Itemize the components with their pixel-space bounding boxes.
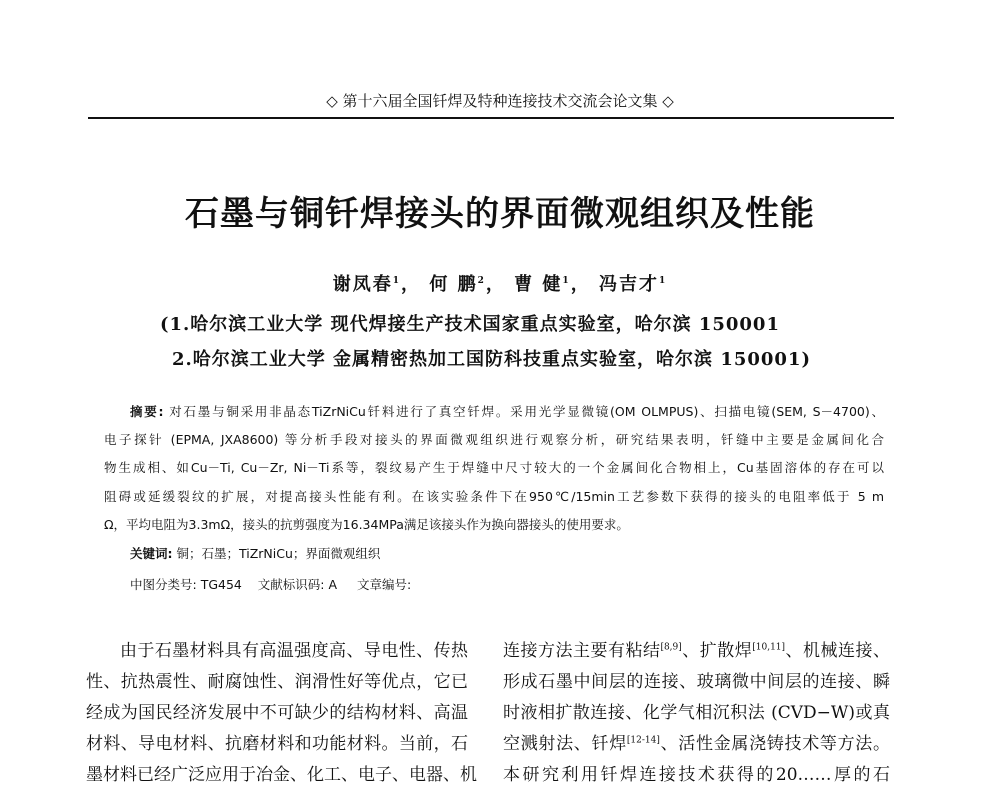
affiliation-2: 2.哈尔滨工业大学 金属精密热加工国防科技重点实验室，哈尔滨 150001) [172, 349, 811, 370]
proceedings-header: ◇ 第十六届全国钎焊及特种连接技术交流会论文集 ◇ [326, 92, 674, 110]
body-right-line: 形成石墨中间层的连接、玻璃微中间层的连接、瞬 [503, 672, 890, 692]
author: 谢凤春 [332, 274, 393, 295]
abstract-label: 摘要: [130, 404, 164, 419]
body-right-line: 连接方法主要有粘结[8,9]、扩散焊[10,11]、机械连接、 [503, 641, 891, 661]
keywords-label: 关键词: [130, 546, 173, 561]
citation: [8,9] [660, 642, 682, 653]
body-left-line: 墨材料已经广泛应用于冶金、化工、电子、电器、机 [86, 765, 477, 785]
header-rule [88, 117, 894, 119]
abstract-line: 摘要: 对石墨与铜采用非晶态TiZrNiCu钎料进行了真空钎焊。采用光学显微镜(OM OLMPUS)、扫描电镜(SEM, S－4700)、 [130, 404, 885, 419]
author-affil-mark: 1 [392, 276, 402, 286]
body-right-line: 空溅射法、钎焊[12-14]、活性金属浇铸技术等方法。 [503, 734, 891, 754]
author-affil-mark: 1 [658, 276, 668, 286]
author-affil-mark: 2 [477, 276, 486, 286]
body-left-line: 由于石墨材料具有高温强度高、导电性、传热 [120, 641, 468, 661]
author-list: 谢凤春$^1$， 何 鹏$^2$， 曹 健$^1$， 冯吉才$^1$ [332, 274, 668, 295]
body-left-line: 材料、导电材料、抗磨材料和功能材料。当前，石 [86, 734, 468, 754]
citation: [10,11] [752, 642, 786, 653]
body-right-line: 时液相扩散连接、化学气相沉积法 (CVD−W)或真 [503, 703, 890, 723]
body-left-line: 经成为国民经济发展中不可缺少的结构材料、高温 [86, 703, 468, 723]
author-affil-mark: 1 [562, 276, 571, 286]
author: 何 鹏 [429, 274, 478, 295]
keywords [130, 544, 910, 562]
body-left-line: 性、抗热震性、耐腐蚀性、润滑性好等优点，它已 [86, 672, 468, 692]
keywords-text: 铜；石墨；TiZrNiCu；界面微观组织 [176, 546, 381, 561]
citation: [12-14] [626, 735, 660, 746]
abstract-line: Ω，平均电阻为3.3mΩ，接头的抗剪强度为16.34MPa满足该接头作为换向器接头的使用要求。 [104, 517, 629, 532]
classification-line: 中图分类号: TG454 文献标识码: A 文章编号: [130, 577, 412, 592]
body-right-line: 本研究利用钎焊连接技术获得的20……厚的石 [503, 765, 890, 785]
affiliation-1: (1.哈尔滨工业大学 现代焊接生产技术国家重点实验室，哈尔滨 150001 [160, 314, 780, 335]
author: 曹 健 [514, 274, 563, 295]
abstract-line: 电子探针 (EPMA, JXA8600) 等分析手段对接头的界面微观组织进行观察分析，研究结果表明，钎缝中主要是金属间化合 [104, 432, 884, 447]
author: 冯吉才 [598, 274, 659, 295]
abstract-line: 阻碍或延缓裂纹的扩展，对提高接头性能有利。在该实验条件下在950℃/15min工艺参数下获得的接头的电阻率低于 5 m [104, 489, 884, 504]
paper-title: 石墨与铜钎焊接头的界面微观组织及性能 [185, 194, 815, 234]
abstract-line: 物生成相、如Cu－Ti, Cu－Zr, Ni－Ti系等，裂纹易产生于焊缝中尺寸较大的一个金属间化合物相上，Cu基固溶体的存在可以 [104, 460, 884, 475]
